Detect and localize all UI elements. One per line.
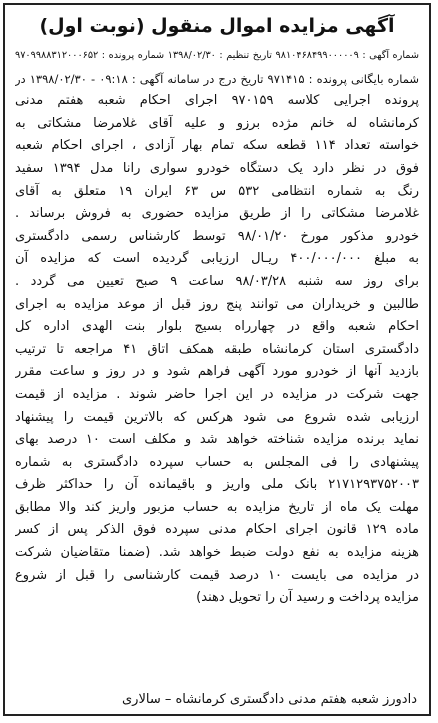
notice-line: مهلت یک ماه از تاریخ مزایده به حساب مزبور واریز کند والا مطابق [15, 499, 419, 515]
notice-line: ۲۱۷۱۲۹۳۷۵۲۰۰۳ بانک ملی واریز و باقیمانده آن را حداکثر ظرف [15, 477, 419, 493]
notice-line: احکام شعبه واقع در چهارراه بسیج بلوار بنت الهدی اداره کل [15, 319, 419, 335]
notice-line: خواسته تعداد ۱۱۴ قطعه سکه تمام بهار آزادی ، اجرای احکام شعبه [15, 138, 419, 154]
notice-line: رنگ به شماره انتظامی ۵۳۲ س ۶۳ ایران ۱۹ متعلق به آقای [15, 183, 419, 199]
notice-line: غلامرضا مشکاتی را از طریق مزایده حضوری به فروش برساند . [15, 206, 419, 222]
notice-line: شماره آگهی : ۹۸۱۰۴۶۸۴۹۹۰۰۰۰۰۹ تاریخ تنظیم : ۱۳۹۸/۰۲/۳۰ شماره پرونده : ۹۷۰۹۹۸۸۳۱۲۰۰۰۶۵۲ [15, 50, 419, 61]
notice-signature: دادورز شعبه هفتم مدنی دادگستری کرمانشاه – سالاری [122, 692, 417, 707]
notice-line: هزینه مزایده به نفع دولت ضبط خواهد شد. (ضمنا متقاضیان شرکت [15, 545, 419, 561]
notice-frame [3, 3, 431, 716]
notice-body [15, 45, 419, 610]
notice-line: دادگستری استان کرمانشاه طبقه همکف اتاق ۴۱ مراجعه تا ترتیب [15, 341, 419, 357]
notice-line: طالبین و خریداران می توانند پنج روز قبل از موعد مزایده به اجرای [15, 296, 419, 312]
notice-line: نماید برنده مزایده شناخته خواهد شد و مکلف است ۱۰ درصد بهای [15, 432, 419, 448]
notice-line: فوق در نظر دارد یک دستگاه خودرو سواری رانا مدل ۱۳۹۴ سفید [15, 160, 419, 176]
notice-title: آگهی مزایده اموال منقول (نوبت اول) [39, 15, 395, 37]
notice-line: برای روز سه شنبه ۹۸/۰۳/۲۸ ساعت ۹ صبح تعیین می گردد . [15, 273, 419, 289]
notice-line: مزایده پرداخت و رسید آن را تحویل دهند) [196, 590, 419, 606]
notice-line: پیشنهادی را فی المجلس به حساب سپرده دادگستری به شماره [15, 454, 419, 470]
notice-line: ماده ۱۲۹ قانون اجرای احکام مدنی سپرده فوق الذکر پس از کسر [15, 522, 419, 538]
notice-line: به مبلغ ۴۰۰/۰۰۰/۰۰۰ ریـال ارزیابی گردیده است که مزایده آن [15, 251, 419, 267]
notice-line: خودرو مذکور مورخ ۹۸/۰۱/۲۰ توسط کارشناس رسمی دادگستری [15, 228, 419, 244]
notice-line: ارزیابی شده شروع می شود هرکس که بالاترین قیمت را پیشنهاد [15, 409, 419, 425]
notice-line: شماره بایگانی پرونده : ۹۷۱۴۱۵ تاریخ درج در سامانه آگهی : ۰۹:۱۸ - ۱۳۹۸/۰۲/۳۰ در [15, 71, 419, 86]
notice-line: جهت شرکت در مزایده در این اجرا حاضر شوند . مزایده از قیمت [15, 386, 419, 402]
notice-line: کرمانشاه له خانم مژده برزو و علیه آقای غلامرضا مشکاتی به [15, 115, 419, 131]
notice-line: در مزایده می بایست ۱۰ درصد قیمت کارشناسی را قبل از شروع [15, 567, 419, 583]
notice-line: بازدید آنها از خودرو مورد آگهی فراهم شود و در روز و ساعت مقرر [15, 364, 419, 380]
notice-line: پرونده اجرایی کلاسه ۹۷۰۱۵۹ اجرای احکام شعبه هفتم مدنی [15, 93, 419, 109]
